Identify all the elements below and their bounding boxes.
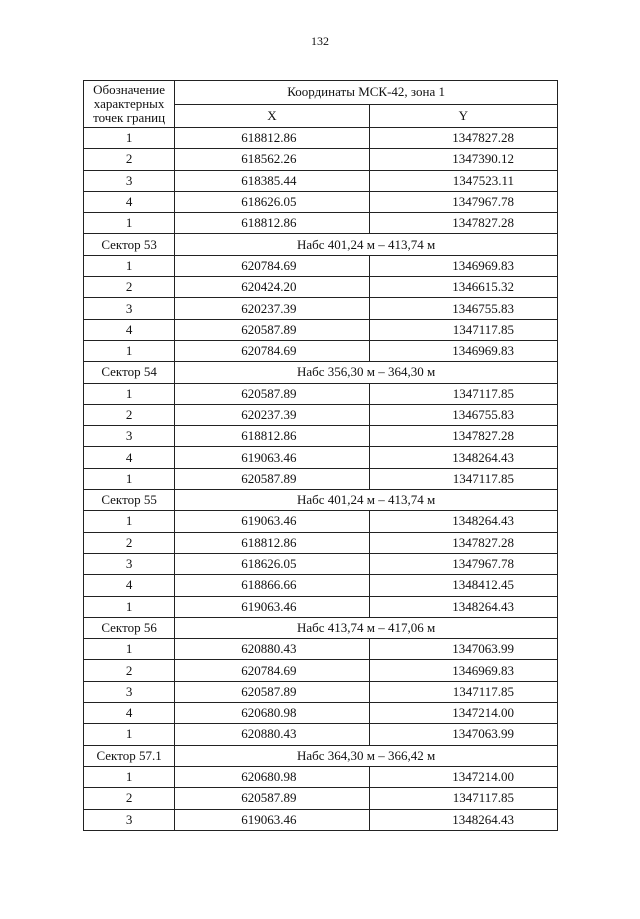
table-row (84, 191, 558, 212)
x-coordinate: 618812.86 (175, 532, 369, 553)
y-coordinate: 1347117.85 (369, 468, 557, 489)
table-row (84, 553, 558, 574)
point-number: 2 (84, 149, 175, 170)
y-coordinate: 1347967.78 (369, 191, 557, 212)
y-coordinate: 1346755.83 (369, 404, 557, 425)
point-number: 1 (84, 724, 175, 745)
y-coordinate: 1348264.43 (369, 596, 557, 617)
table-row (84, 340, 558, 361)
x-coordinate: 618812.86 (175, 213, 369, 234)
x-coordinate: 620680.98 (175, 703, 369, 724)
coords-system-header: Координаты МСК-42, зона 1 (175, 81, 558, 105)
point-number: 1 (84, 766, 175, 787)
x-coordinate: 618562.26 (175, 149, 369, 170)
sector-height-range: Набс 364,30 м – 366,42 м (175, 745, 558, 766)
coordinates-table (83, 80, 558, 831)
x-coordinate: 618812.86 (175, 128, 369, 149)
point-number: 4 (84, 575, 175, 596)
y-coordinate: 1347390.12 (369, 149, 557, 170)
y-coordinate: 1346969.83 (369, 340, 557, 361)
table-row (84, 426, 558, 447)
y-coordinate: 1347827.28 (369, 213, 557, 234)
table-row (84, 383, 558, 404)
x-coordinate: 620784.69 (175, 255, 369, 276)
sector-title: Сектор 53 (84, 234, 175, 255)
x-coordinate: 620424.20 (175, 277, 369, 298)
sector-height-range: Набс 401,24 м – 413,74 м (175, 490, 558, 511)
y-coordinate: 1346969.83 (369, 660, 557, 681)
y-coordinate: 1346615.32 (369, 277, 557, 298)
table-row (84, 319, 558, 340)
x-coordinate: 618866.66 (175, 575, 369, 596)
point-number: 4 (84, 447, 175, 468)
sector-height-range: Набс 413,74 м – 417,06 м (175, 617, 558, 638)
sector-title: Сектор 56 (84, 617, 175, 638)
x-coordinate: 620587.89 (175, 468, 369, 489)
sector-header-row (84, 617, 558, 638)
y-coordinate: 1348412.45 (369, 575, 557, 596)
point-number: 1 (84, 511, 175, 532)
table-row (84, 660, 558, 681)
y-coordinate: 1347117.85 (369, 319, 557, 340)
y-coordinate: 1347523.11 (369, 170, 557, 191)
table-row (84, 511, 558, 532)
x-coordinate: 618812.86 (175, 426, 369, 447)
coordinates-table-body (84, 81, 558, 831)
y-coordinate: 1348264.43 (369, 809, 557, 830)
table-row (84, 766, 558, 787)
x-coordinate: 619063.46 (175, 596, 369, 617)
table-row (84, 724, 558, 745)
y-coordinate: 1347063.99 (369, 639, 557, 660)
table-row (84, 298, 558, 319)
point-number: 1 (84, 340, 175, 361)
point-number: 2 (84, 788, 175, 809)
x-coordinate: 618626.05 (175, 553, 369, 574)
y-coordinate: 1347117.85 (369, 681, 557, 702)
x-column-header: X (175, 104, 369, 128)
point-number: 3 (84, 809, 175, 830)
x-coordinate: 620680.98 (175, 766, 369, 787)
x-coordinate: 619063.46 (175, 447, 369, 468)
point-number: 3 (84, 298, 175, 319)
x-coordinate: 619063.46 (175, 809, 369, 830)
table-row (84, 639, 558, 660)
point-number: 1 (84, 383, 175, 404)
point-number: 3 (84, 553, 175, 574)
y-coordinate: 1347063.99 (369, 724, 557, 745)
point-number: 2 (84, 532, 175, 553)
point-number: 1 (84, 468, 175, 489)
sector-header-row (84, 745, 558, 766)
point-number: 3 (84, 426, 175, 447)
sector-header-row (84, 234, 558, 255)
table-row (84, 170, 558, 191)
x-coordinate: 620587.89 (175, 319, 369, 340)
y-coordinate: 1348264.43 (369, 447, 557, 468)
table-row (84, 532, 558, 553)
x-coordinate: 619063.46 (175, 511, 369, 532)
point-number: 1 (84, 128, 175, 149)
table-row (84, 809, 558, 830)
y-coordinate: 1348264.43 (369, 511, 557, 532)
sector-header-row (84, 490, 558, 511)
x-coordinate: 618626.05 (175, 191, 369, 212)
sector-title: Сектор 55 (84, 490, 175, 511)
page-number: 132 (311, 34, 329, 48)
point-number: 1 (84, 255, 175, 276)
y-coordinate: 1347827.28 (369, 426, 557, 447)
header-row (84, 81, 558, 105)
table-row (84, 596, 558, 617)
point-number: 1 (84, 596, 175, 617)
x-coordinate: 620784.69 (175, 660, 369, 681)
table-row (84, 128, 558, 149)
y-coordinate: 1347117.85 (369, 383, 557, 404)
x-coordinate: 620880.43 (175, 639, 369, 660)
table-row (84, 703, 558, 724)
point-number: 2 (84, 404, 175, 425)
point-number: 1 (84, 639, 175, 660)
point-column-header: Обозначение характерных точек границ (84, 81, 175, 128)
point-number: 3 (84, 681, 175, 702)
x-coordinate: 620237.39 (175, 298, 369, 319)
x-coordinate: 620237.39 (175, 404, 369, 425)
y-coordinate: 1347214.00 (369, 766, 557, 787)
point-number: 3 (84, 170, 175, 191)
table-row (84, 149, 558, 170)
point-number: 2 (84, 660, 175, 681)
sector-height-range: Набс 401,24 м – 413,74 м (175, 234, 558, 255)
y-coordinate: 1347827.28 (369, 128, 557, 149)
point-number: 4 (84, 191, 175, 212)
table-row (84, 468, 558, 489)
point-number: 1 (84, 213, 175, 234)
table-row (84, 681, 558, 702)
table-row (84, 277, 558, 298)
point-number: 4 (84, 319, 175, 340)
sector-title: Сектор 54 (84, 362, 175, 383)
table-row (84, 255, 558, 276)
x-coordinate: 620880.43 (175, 724, 369, 745)
y-coordinate: 1347117.85 (369, 788, 557, 809)
y-coordinate: 1347214.00 (369, 703, 557, 724)
y-coordinate: 1347967.78 (369, 553, 557, 574)
point-number: 2 (84, 277, 175, 298)
y-column-header: Y (369, 104, 557, 128)
x-coordinate: 620587.89 (175, 788, 369, 809)
table-row (84, 447, 558, 468)
point-number: 4 (84, 703, 175, 724)
table-row (84, 213, 558, 234)
x-coordinate: 620587.89 (175, 383, 369, 404)
table-row (84, 404, 558, 425)
sector-title: Сектор 57.1 (84, 745, 175, 766)
sector-header-row (84, 362, 558, 383)
x-coordinate: 620784.69 (175, 340, 369, 361)
table-row (84, 788, 558, 809)
y-coordinate: 1346755.83 (369, 298, 557, 319)
x-coordinate: 620587.89 (175, 681, 369, 702)
x-coordinate: 618385.44 (175, 170, 369, 191)
sector-height-range: Набс 356,30 м – 364,30 м (175, 362, 558, 383)
y-coordinate: 1346969.83 (369, 255, 557, 276)
y-coordinate: 1347827.28 (369, 532, 557, 553)
table-row (84, 575, 558, 596)
